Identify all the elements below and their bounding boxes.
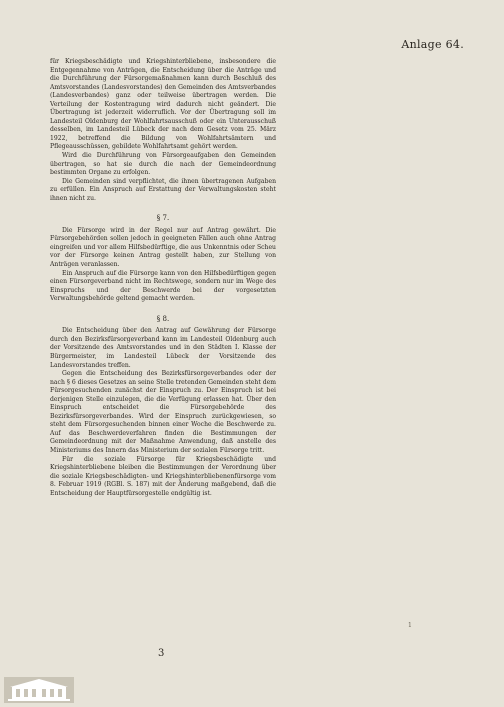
- section-8-paragraph-3: Für die soziale Fürsorge für Kriegsbeschädigte und Kriegshinterbliebene bleiben die Bestimmungen der Verordnung über die soziale Kriegsbeschädigten- und Kriegshinterbliebenenfürsorge vom 8. Februar 1919 (RGBl. S. 187) mit der Änderung maßgebend, daß die Entscheidung der Hauptfürsorgestelle endgültig ist.: [50, 455, 276, 497]
- section-7-paragraph-1: Die Fürsorge wird in der Regel nur auf Antrag gewährt. Die Fürsorgebehörden sollen jedoch in geeigneten Fällen auch ohne Antrag eingreifen und vor allem Hilfsbedürftige, die aus Unkenntnis oder Scheu vor der Fürsorge keinen Antrag gestellt haben, zur Stellung von Anträgen veranlassen.: [50, 226, 276, 269]
- section-8-paragraph-2: Gegen die Entscheidung des Bezirksfürsorgeverbandes oder der nach § 6 dieses Gesetzes an seine Stelle tretenden Gemeinden steht dem Fürsorgesuchenden zunächst der Einspruch zu. Der Einspruch ist bei derjenigen Stelle einzulegen, die die Verfügung erlassen hat. Über den Einspruch entscheidet die Fürsorgebehörde des Bezirksfürsorgeverbandes. Wird der Einspruch zurückgewiesen, so steht dem Fürsorgesuchenden binnen einer Woche die Beschwerde zu. Auf das Beschwerdeverfahren finden die Bestimmungen der Gemeindeordnung mit der Maßnahme Anwendung, daß anstelle des Ministeriums des Innern das Ministerium der sozialen Fürsorge tritt.: [50, 370, 276, 454]
- footnote-mark: 1: [408, 622, 412, 629]
- document-body: [50, 58, 276, 498]
- section-heading-7: § 7.: [156, 214, 170, 223]
- paragraph-intro-3: Die Gemeinden sind verpflichtet, die ihnen übertragenen Aufgaben zu erfüllen. Ein Anspruch auf Erstattung der Verwaltungskosten steht ihnen nicht zu.: [50, 177, 276, 202]
- paragraph-intro-1: für Kriegsbeschädigte und Kriegshinterbliebene, insbesondere die Entgegennahme von Anträgen, die Entscheidung über die Anträge und die Durchführung der Fürsorgemaßnahmen kann durch Beschluß des Amtsvorstandes (Landesvorstandes) den Gemeinden des Amtsverbandes (Landesverbandes) ganz oder teilweise übertragen werden. Die Verteilung der Kostentragung wird dadurch nicht geändert. Die Übertragung ist jederzeit widerruflich. Vor der Übertragung soll im Landesteil Oldenburg der Wohlfahrtsausschuß oder ein Unterausschuß desselben, im Landesteil Lübeck der nach dem Gesetz vom 25. März 1922, betreffend die Bildung von Wohlfahrtsämtern und Pflegeausschüssen, gebildete Wohlfahrtsamt gehört werden.: [50, 58, 276, 151]
- section-heading-8: § 8.: [156, 314, 170, 323]
- page-header-annex-title: Anlage 64.: [401, 38, 464, 51]
- section-7-paragraph-2: Ein Anspruch auf die Fürsorge kann von den Hilfsbedürftigen gegen einen Fürsorgeverband nicht im Rechtswege, sondern nur im Wege des Einspruchs und der Beschwerde bei der vorgesetzten Verwaltungsbehörde geltend gemacht werden.: [50, 269, 276, 303]
- page-number: 3: [158, 648, 165, 659]
- library-building-logo-icon: [4, 677, 74, 703]
- paragraph-intro-2: Wird die Durchführung von Fürsorgeaufgaben den Gemeinden übertragen, so hat sie durch die nach der Gemeindeordnung bestimmten Organe zu erfolgen.: [50, 152, 276, 177]
- section-8-paragraph-1: Die Entscheidung über den Antrag auf Gewährung der Fürsorge durch den Bezirksfürsorgeverband kann im Landesteil Oldenburg auch der Vorsitzende des Amtsvorstandes und in den Städten I. Klasse der Bürgermeister, im Landesteil Lübeck der Vorsitzende des Landesvorstandes treffen.: [50, 327, 276, 369]
